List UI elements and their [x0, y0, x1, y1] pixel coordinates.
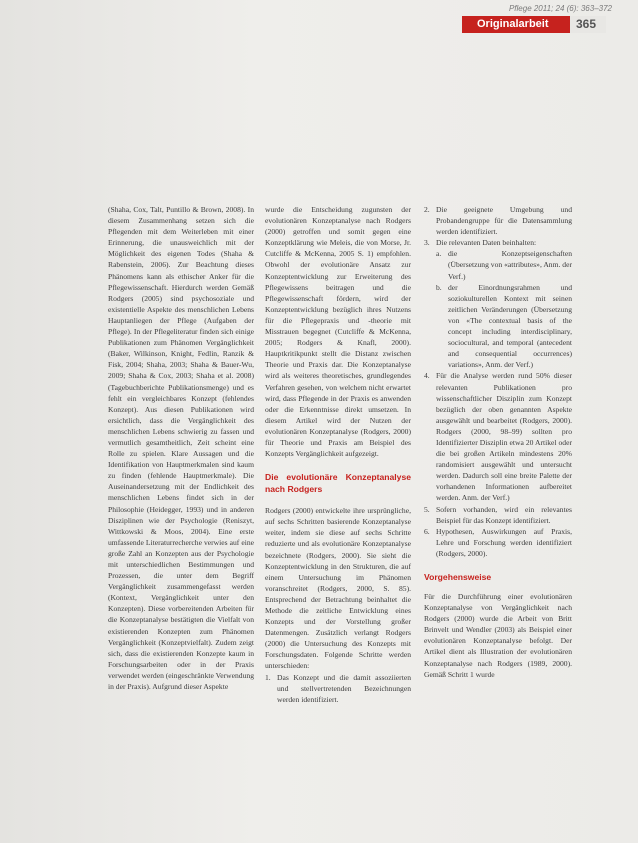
column-1 [108, 204, 254, 692]
body-paragraph: wurde die Entscheidung zugunsten der evolutionären Konzeptanalyse nach Rodgers (2000) getroffen und somit gegen eine Konzeptklärung wie Meleis, die von Morse, Jr. Cutcliffe & McKenna, 2005 S. 1) empfohlen. Obwohl der evolutionäre Ansatz zur Konzeptentwicklung zur Erweiterung des Pflegewissens beitragen und die Pflegewissenschaft fördern, wird der Konzeptentwicklung bezüglich ihres Nutzens für die Pflegepraxis und -theorie mit Misstrauen begegnet (Cutcliffe & McKenna, 2005; Rodgers & Knafl, 2000). Hauptkritikpunkt stellt die Distanz zwischen Theorie und Praxis dar. Die Konzeptanalyse wird als weiteres theoretisches, grundlegendes Verfahren gesehen, von welchem nicht erwartet wird, dass Pflegende in der Praxis es anwenden oder die Erkenntnisse direkt umsetzen. In diesem Artikel wird der Nutzen der evolutionären Konzeptanalyse (Rodgers, 2000) für Theorie und Praxis am Beispiel des Konzepts Vergänglichkeit aufgezeigt. [265, 205, 411, 459]
body-paragraph: Rodgers (2000) entwickelte ihre ursprüngliche, auf sechs Schritten basierende Konzeptanalyse weiter, indem sie diese auf sechs Schritte reduzierte und als evolutionäre Konzeptanalyse bezeichnete (Rodgers, 2000). Sie sieht die Konzeptentwicklung in den Strukturen, die auf einem Untersuchung im Phänomen voranschreitet (Rodgers, 2000, S. 85). Entsprechend der Betrachtung beinhaltet die Methode die zeitliche Entwicklung eines Konzepts und der Vorstellung großer Datenmengen. Zusätzlich verlangt Rodgers (2000) die Untersuchung des Konzepts mit Forschungsdaten. Folgende Schritte werden unterschieden: [265, 506, 411, 671]
list-item: 6. Hypothesen, Auswirkungen auf Praxis, Lehre und Forschung werden identifiziert (Rodgers, 2000). [424, 526, 572, 558]
section-heading: Vorgehensweise [424, 572, 492, 582]
list-item: 3. Die relevanten Daten beinhalten: [424, 238, 537, 248]
column-3 [424, 204, 572, 680]
list-item: 4. Für die Analyse werden rund 50% dieser relevanten Publikationen pro wissenschaftlicher Disziplin zum Konzept bezüglich der oben genannten Aspekte ausgewählt und bearbeitet (Rodgers, 2000). Rodgers (2000, 98–99) sollten pro Identifizierter Disziplin etwa 20 Artikel oder die bei großen Artikeln mindestens 20% randomisiert ausgewählt und untersucht werden. Dadurch soll eine breite Palette der vorhandenen Informationen aufbereitet werden. Anm. der Verf.) [424, 371, 572, 503]
list-item: 1. Das Konzept und die damit assoziierten und stellvertretenden Bezeichnungen werden identifiziert. [265, 672, 411, 704]
section-label: Originalarbeit [477, 18, 549, 30]
body-paragraph: Für die Durchführung einer evolutionären Konzeptanalyse von Vergänglichkeit nach Rodgers (2000) wurde die Arbeit von Britt Brinvelt und Wendler (2003) als Beispiel einer evolutionären Konzeptanalyse befolgt. Der Artikel dient als Illustration der evolutionären Konzeptanalyse nach Rodgers (1989, 2000). Gemäß Schritt 1 wurde [424, 592, 572, 679]
sub-list-item: b. der Einordnungsrahmen und soziokulturellen Kontext mit seinen zeitlichen Veränderungen (Übersetzung von «The contextual basis of the concept including interdisciplinary, sociocultural, and temporal (antecedent and consequential occurrences) variations», Anm. der Verf.) [436, 282, 572, 370]
step-list [265, 672, 411, 705]
step-list [424, 370, 572, 559]
sub-list [424, 248, 572, 370]
body-paragraph: (Shaha, Cox, Talt, Puntillo & Brown, 2008). In diesem Zusammenhang setzen sich die Pflegenden mit dem Weiterleben mit einer Erinnerung, die unausweichlich mit der Möglichkeit des eigenen Todes (Shaha & Rabenstein, 2006). Zur Beachtung dieses Phänomens kann als ethischer Anker für die Pflegewissenschaft. Hierdurch werden Gemäß Rodgers (2005) sind psychosoziale und existentielle Aspekte des menschlichen Lebens Hauptanliegen der Pflege (Aufgaben der Pflege). In der Pflegeliteratur finden sich einige Publikationen zum Phänomen Vergänglichkeit (Baker, Wilkinson, Knight, Fedlin, Ranzik & Fisk, 2004; Shaha, 2003; Shaha & Bauer-Wu, 2009; Shaha & Cox, 2003; Shaha et al. 2008) (Tagebuchberichte Publikationsmenge) und es fehlt ein vergleichbares Konzept (fehlendes Konzept). Aus diesen Publikationen wird ersichtlich, dass die Vergänglichkeit des menschlichen Lebens schwierig zu fassen und vermutlich gesamtheitlich, Zeit scheint eine Rolle zu spielen. Klare Aussagen und die Identifikation von Hauptmerkmalen sind kaum zu finden (fehlende Hauptmerkmale). Die Auseinandersetzung mit der Endlichkeit des menschlichen Lebens findet sich in der Philosophie (Heidegger, 1993) und in anderen Disziplinen wie der Psychologie (Reniszyt, Wittkowski & Moos, 2004). Eine erste umfassende Literaturrecherche verwies auf eine große Zahl an Konzepten aus der Psychologie mit unterschiedlichen Bestimmungen und Prozessen, die unter dem Begriff Vergänglichkeit zusammengefasst werden (Kontext, Vergänglichkeit unter den Konzepten). Diese vorbereitenden Arbeiten für die Konzeptanalyse bestätigten die Vielfalt von existierenden Konzepten zum Phänomen Vergänglichkeit (Konzeptvielfalt). Zudem zeigt sich, dass die existierenden Konzepte kaum in Forschungsarbeiten oder in der Praxis verwendet werden (eingeschränkte Verwendung in der Praxis). Aufgrund dieser Aspekte [108, 205, 254, 692]
list-item: 5. Sofern vorhanden, wird ein relevantes Beispiel für das Konzept identifiziert. [424, 504, 572, 525]
column-2 [265, 204, 411, 705]
section-heading: Die evolutionäre Konzeptanalyse nach Rodgers [265, 472, 411, 495]
step-list [424, 204, 572, 248]
journal-reference: Pflege 2011; 24 (6): 363–372 [508, 4, 612, 13]
list-item: 2. Die geeignete Umgebung und Probandengruppe für die Datensammlung werden identifiziert. [424, 205, 572, 237]
page-number: 365 [576, 17, 597, 31]
sub-list-item: a. die Konzeptseigenschaften (Übersetzung von «attributes», Anm. der Verf.) [436, 249, 573, 281]
